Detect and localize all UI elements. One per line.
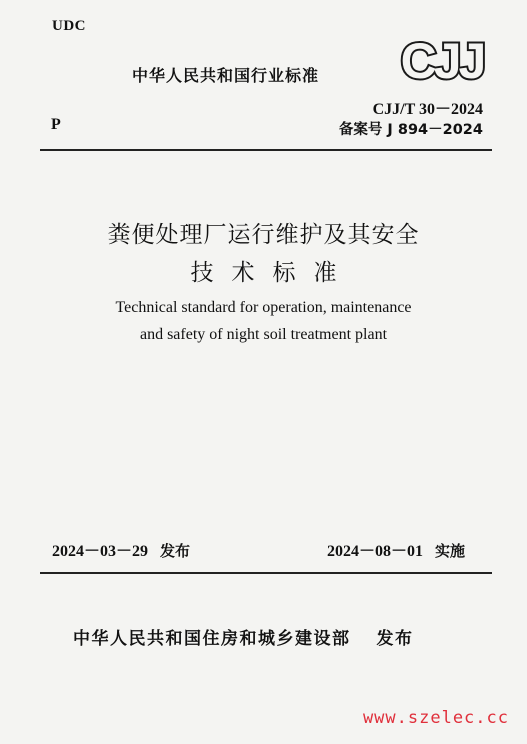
title-en-line1: Technical standard for operation, maintenance [115,299,412,316]
standard-code: CJJ/T 30－2024 [372,101,483,118]
issue-date: 2024－03－29 [52,543,149,560]
publisher-name: 中华人民共和国住房和城乡建设部 [73,629,351,649]
issue-label: 发布 [160,542,191,560]
record-number: 备案号 J 894－2024 [338,122,483,138]
title-cn-line1: 粪便处理厂运行维护及其安全 [107,222,420,248]
implement-date: 2024－08－01 [327,543,424,560]
watermark-link[interactable]: www.szelec.cc [362,708,509,728]
udc-label: UDC [52,18,86,34]
header-divider [40,149,492,151]
title-en-line2: and safety of night soil treatment plant [139,326,388,343]
classification-code: P [51,116,61,133]
issue-date-block [52,538,190,561]
publisher-block [73,624,414,649]
industry-standard-label: 中华人民共和国行业标准 [132,66,320,85]
title-cn-line2: 技术标准 [190,260,355,286]
svg-text:CJJ: CJJ [400,34,484,84]
date-divider [40,572,492,574]
implement-label: 实施 [435,542,466,560]
implement-date-block [327,538,465,561]
cjj-logo [396,34,488,84]
publish-action: 发布 [376,629,414,649]
